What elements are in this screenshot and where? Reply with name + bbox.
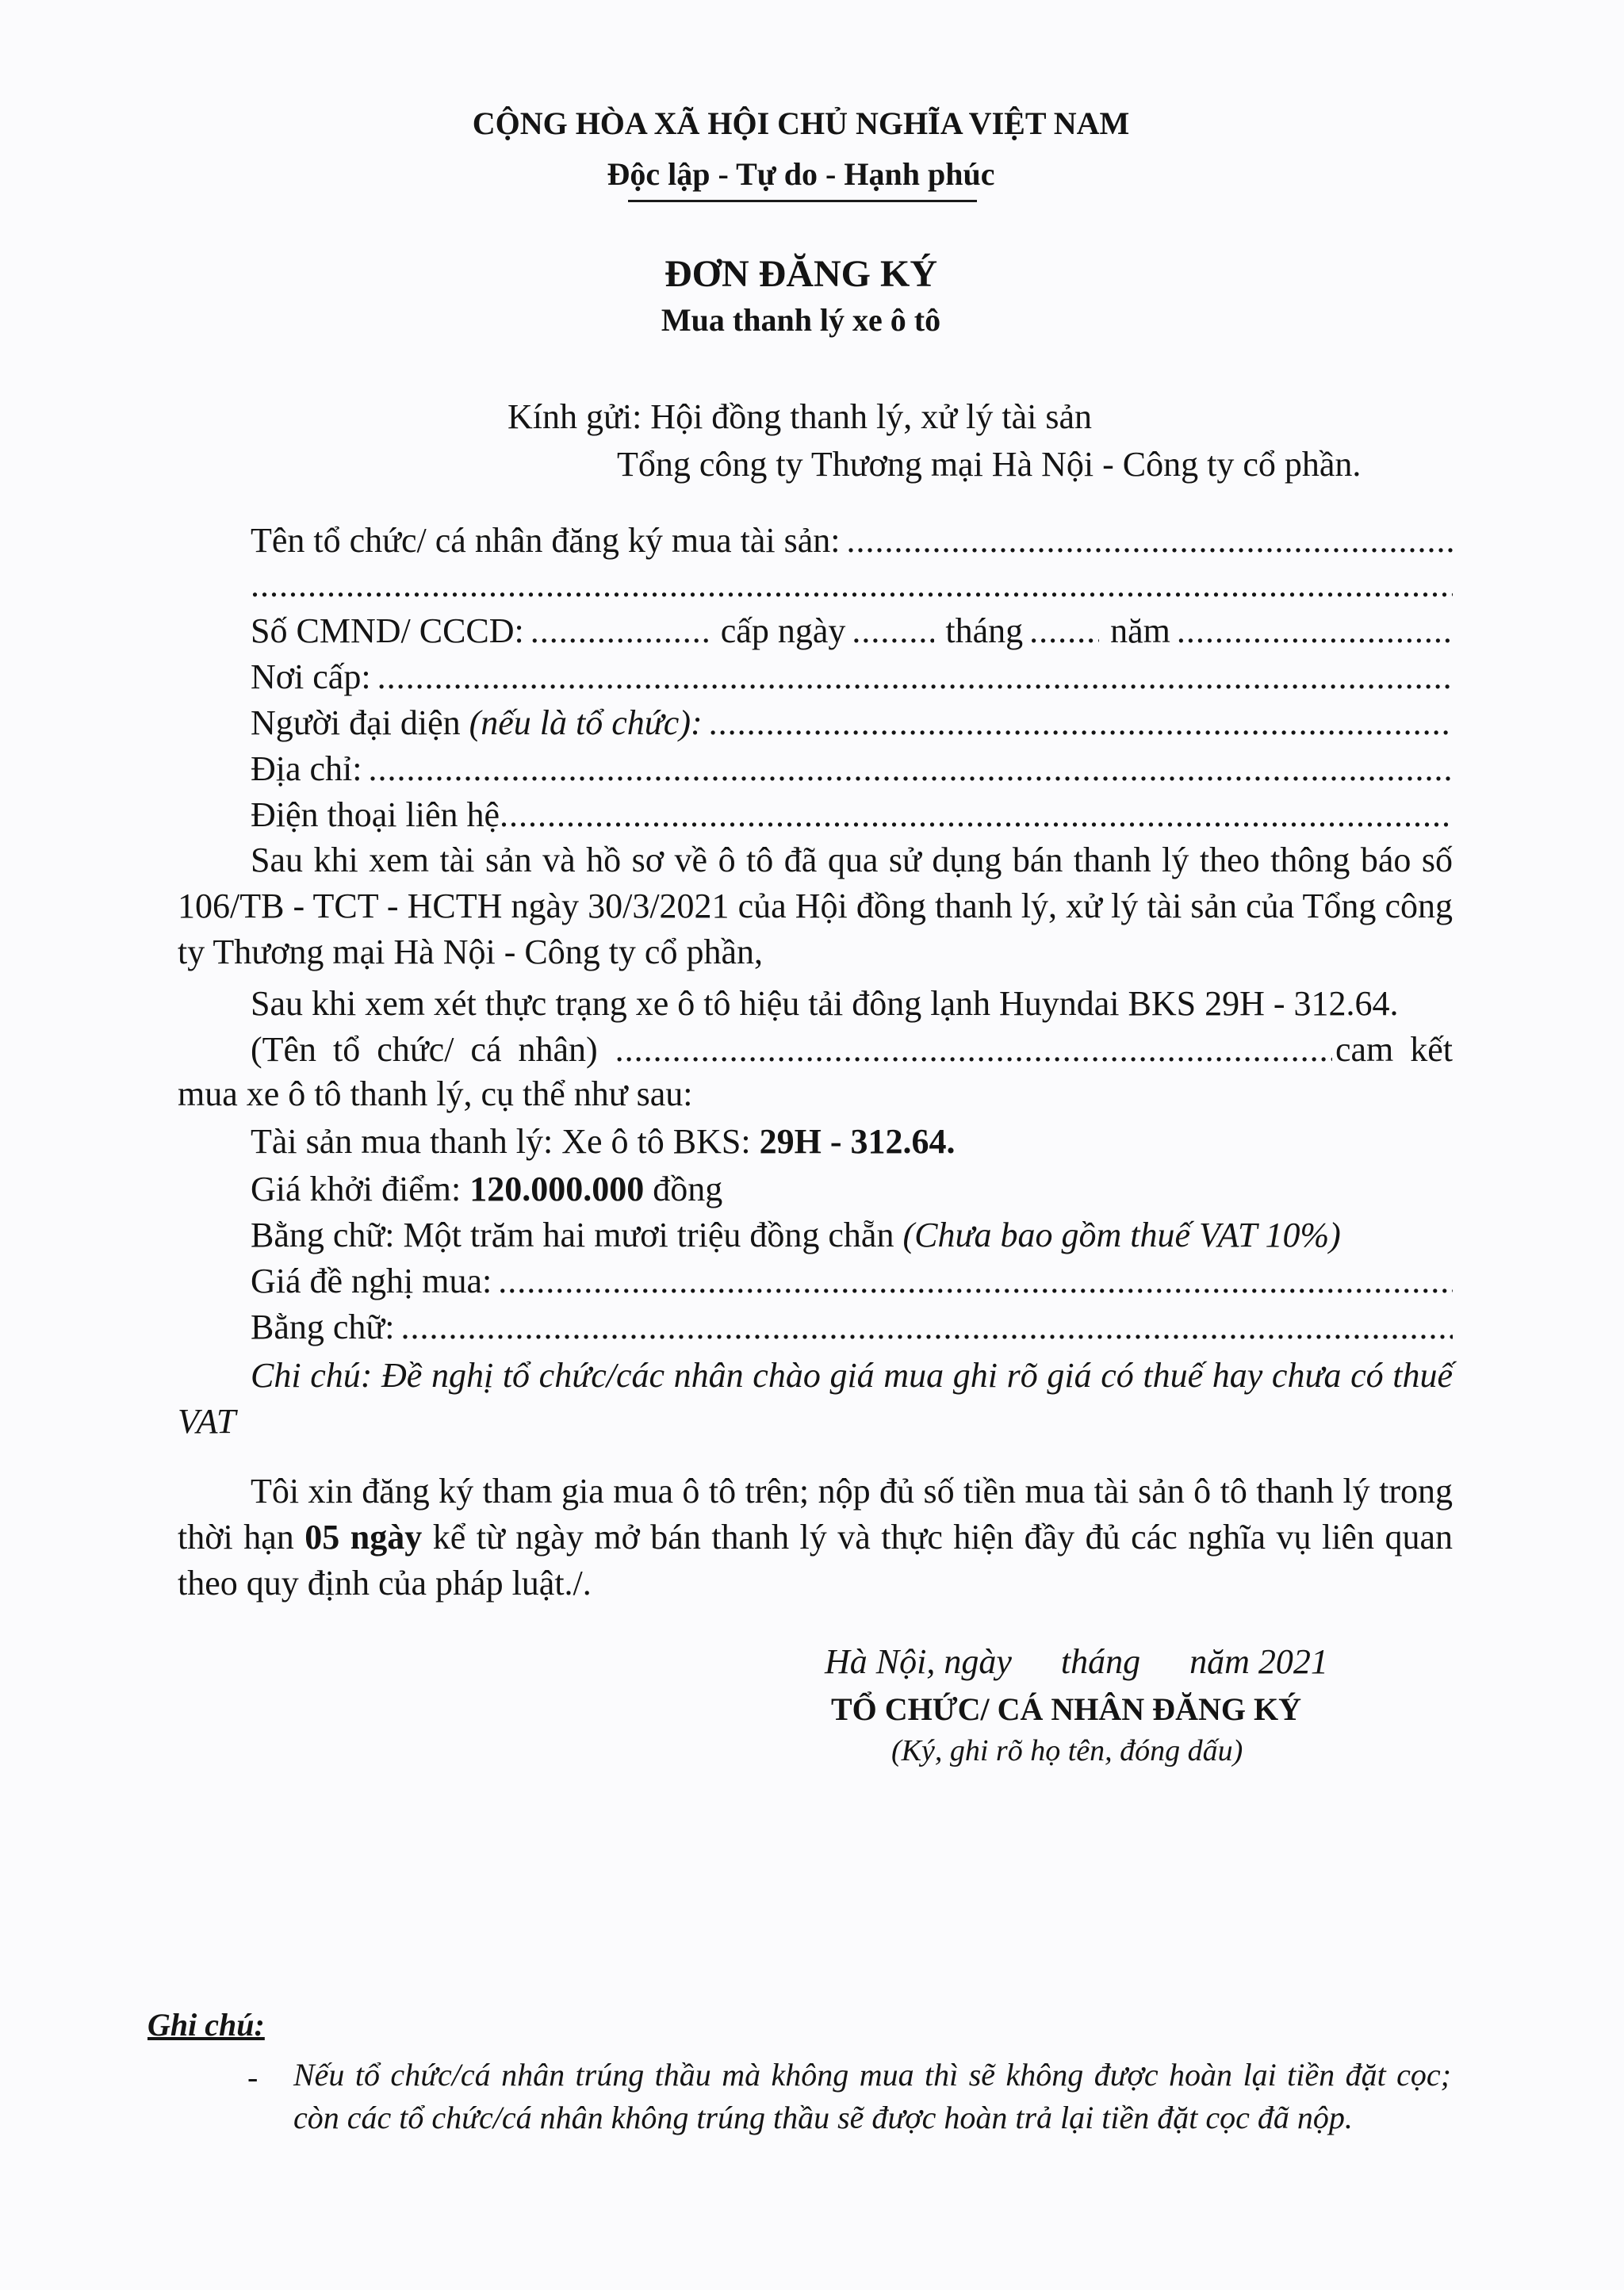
recipient-line-1: Kính gửi: Hội đồng thanh lý, xử lý tài sản — [508, 397, 1092, 436]
footer-note-bullet: - — [247, 2059, 259, 2095]
field-address-input[interactable] — [369, 749, 1453, 789]
field-commit-label: (Tên tổ chức/ cá nhân) — [251, 1030, 598, 1069]
field-offer-price-label: Giá đề nghị mua: — [251, 1262, 492, 1300]
starting-price-value: 120.000.000 — [469, 1170, 645, 1208]
field-commit-name — [251, 1029, 1453, 1070]
commitment-text-2: kể từ ngày mở bán thanh lý và thực hiện đầy đủ các nghĩa vụ liên quan theo quy định của pháp luật./. — [178, 1518, 1453, 1603]
asset-plate: 29H - 312.64. — [759, 1122, 956, 1161]
field-issue-place — [251, 657, 1453, 697]
field-offer-price — [251, 1261, 1453, 1301]
field-offer-words — [251, 1307, 1453, 1347]
motto-underline — [628, 200, 977, 202]
field-representative — [251, 703, 1453, 743]
field-id — [251, 611, 1453, 651]
motto-heading: Độc lập - Tự do - Hạnh phúc — [607, 156, 995, 192]
field-phone — [251, 795, 1453, 835]
field-offer-words-input[interactable] — [400, 1307, 1453, 1347]
field-offer-price-input[interactable] — [498, 1261, 1453, 1301]
field-representative-input[interactable] — [709, 703, 1453, 743]
commitment-paragraph — [178, 1469, 1453, 1606]
field-name-label: Tên tổ chức/ cá nhân đăng ký mua tài sản: — [251, 521, 841, 560]
starting-price-label: Giá khởi điểm: — [251, 1170, 470, 1208]
field-issue-month-label: tháng — [945, 611, 1024, 650]
form-title: ĐƠN ĐĂNG KÝ — [665, 253, 937, 295]
field-phone-label: Điện thoại liên hệ — [251, 795, 500, 834]
field-offer-words-label: Bằng chữ: — [251, 1308, 395, 1346]
field-name — [251, 520, 1453, 561]
field-id-input[interactable] — [530, 611, 710, 651]
field-name-input-line-2[interactable] — [251, 565, 1453, 605]
asset-label: Tài sản mua thanh lý: Xe ô tô BKS: — [251, 1122, 760, 1161]
starting-price-unit: đồng — [644, 1170, 723, 1208]
vat-note: (Chưa bao gồm thuế VAT 10%) — [902, 1216, 1341, 1254]
signature-place-date — [825, 1641, 1328, 1682]
footer-note-text: Nếu tổ chức/cá nhân trúng thầu mà không mua thì sẽ không được hoàn lại tiền đặt cọc; còn các tổ chức/cá nhân không trúng thầu sẽ được hoàn trả lại tiền đặt cọc đã nộp. — [293, 2057, 1451, 2135]
paragraph-notice: Sau khi xem tài sản và hồ sơ về ô tô đã qua sử dụng bán thanh lý theo thông báo số 106/TB - TCT - HCTH ngày 30/3/2021 của Hội đồng thanh lý, xử lý tài sản của Tổng công ty Thương mại Hà Nội - Công ty cổ phần, — [178, 841, 1453, 971]
nation-heading: CỘNG HÒA XÃ HỘI CHỦ NGHĨA VIỆT NAM — [472, 105, 1130, 141]
field-issue-place-input[interactable] — [377, 657, 1453, 697]
recipient-line-2: Tổng công ty Thương mại Hà Nội - Công ty cổ phần. — [617, 445, 1362, 484]
field-issue-year-input[interactable] — [1177, 611, 1453, 651]
field-phone-input[interactable] — [500, 795, 1453, 835]
starting-price-line — [251, 1169, 722, 1209]
asset-line — [251, 1121, 955, 1162]
field-name-continued — [251, 565, 1453, 605]
field-address — [251, 749, 1453, 789]
price-in-words-line — [251, 1215, 1341, 1255]
field-address-label: Địa chỉ: — [251, 749, 362, 788]
commitment-deadline: 05 ngày — [304, 1518, 423, 1557]
price-in-words: Bằng chữ: Một trăm hai mươi triệu đồng chẵn — [251, 1216, 903, 1254]
signature-role: TỔ CHỨC/ CÁ NHÂN ĐĂNG KÝ — [831, 1691, 1301, 1727]
signature-instruction: (Ký, ghi rõ họ tên, đóng dấu) — [891, 1734, 1243, 1767]
field-issue-place-label: Nơi cấp: — [251, 657, 371, 696]
field-issue-day-input[interactable] — [852, 611, 934, 651]
field-issue-year-label: năm — [1110, 611, 1170, 650]
field-issue-day-label: cấp ngày — [720, 611, 846, 650]
field-name-input[interactable] — [847, 520, 1454, 561]
form-subtitle: Mua thanh lý xe ô tô — [661, 302, 941, 338]
commit-line-2: mua xe ô tô thanh lý, cụ thể như sau: — [178, 1074, 693, 1113]
signature-date-year: năm 2021 — [1189, 1642, 1328, 1681]
signature-date-day: Hà Nội, ngày — [825, 1642, 1012, 1681]
field-commit-input[interactable] — [615, 1029, 1332, 1070]
paragraph-inspection: Sau khi xem xét thực trạng xe ô tô hiệu tải đông lạnh Huyndai BKS 29H - 312.64. — [251, 984, 1399, 1023]
signature-date-month: tháng — [1060, 1642, 1141, 1681]
commitment-text-1: Tôi xin đăng ký tham gia mua ô tô trên; nộp đủ số tiền mua tài sản ô tô thanh lý trong thời hạn — [178, 1472, 1453, 1557]
footer-note-heading: Ghi chú: — [147, 2007, 265, 2043]
field-id-label: Số CMND/ CCCD: — [251, 611, 524, 650]
pricing-note: Chi chú: Đề nghị tổ chức/các nhân chào giá mua ghi rõ giá có thuế hay chưa có thuế VAT — [178, 1356, 1453, 1441]
field-commit-tail: cam kết — [1335, 1030, 1453, 1069]
field-representative-note: (nếu là tổ chức): — [469, 703, 703, 742]
field-issue-month-input[interactable] — [1029, 611, 1099, 651]
field-representative-label: Người đại diện — [251, 703, 461, 742]
